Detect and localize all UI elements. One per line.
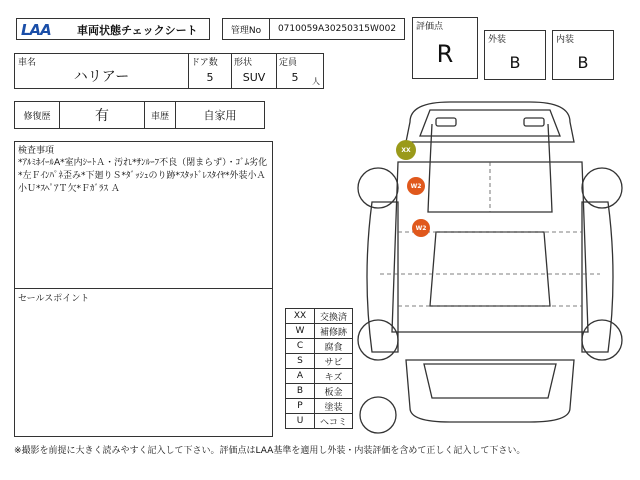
- roof-outline: [430, 232, 550, 306]
- car-usage-label: 車歴: [144, 101, 176, 129]
- exterior-grade-box: [484, 30, 546, 80]
- legend-meaning: 腐食: [315, 339, 353, 354]
- sheet-title: 車両状態チェックシート: [77, 24, 198, 37]
- doors-box: [188, 53, 232, 89]
- overall-grade-label: 評価点: [416, 22, 444, 32]
- doors-value: 5: [206, 70, 214, 84]
- legend-meaning: ヘコミ: [315, 414, 353, 429]
- legend-code: U: [286, 414, 315, 429]
- legend-code: XX: [286, 309, 315, 324]
- interior-grade-value: B: [577, 52, 589, 72]
- damage-mark-w2-upper: W2: [407, 177, 425, 195]
- damage-mark-w2-lower: W2: [412, 219, 430, 237]
- legend-code: P: [286, 399, 315, 414]
- capacity-box: [276, 53, 324, 89]
- inspection-label: 検査事項: [18, 146, 55, 156]
- interior-grade-label: 内装: [556, 35, 575, 45]
- sales-point-label: セールスポイント: [18, 294, 90, 304]
- legend-code: W: [286, 324, 315, 339]
- damage-legend: [285, 308, 353, 429]
- overall-grade-box: [412, 17, 478, 79]
- legend-meaning: キズ: [315, 369, 353, 384]
- repair-value: 有: [59, 101, 145, 129]
- legend-code: S: [286, 354, 315, 369]
- legend-row: [286, 399, 353, 414]
- exterior-grade-value: B: [509, 52, 521, 72]
- capacity-label: 定員: [279, 58, 298, 68]
- legend-code: C: [286, 339, 315, 354]
- legend-meaning: 交換済: [315, 309, 353, 324]
- shape-label: 形状: [234, 58, 253, 68]
- windshield-top: [420, 110, 560, 136]
- car-usage-value: 自家用: [175, 101, 265, 129]
- inspection-text: *ｱﾙﾐﾎｲｰﾙA*室内ｼｰﾄＡ・汚れ*ｻﾝﾙｰﾌ不良（閉まらず）・ｺﾞﾑ劣化*左Ｆｲﾝﾊﾟﾈ歪み*下廻りＳ*ﾀﾞｯｼｭのり跡*ｽﾀｯﾄﾞﾚｽﾀｲﾔ*外装小Ａ小Ｕ*ｽﾍﾟｱＴ欠*Ｆｶﾞﾗｽ Ａ: [18, 158, 268, 194]
- laa-logo: LAA: [21, 21, 51, 39]
- front-badge-right: [524, 118, 544, 126]
- divider: [14, 288, 273, 289]
- rear-right-wheel: [582, 320, 622, 360]
- car-diagram: [350, 92, 630, 438]
- legend-row: [286, 384, 353, 399]
- legend-code: A: [286, 369, 315, 384]
- legend-code: B: [286, 384, 315, 399]
- legend-meaning: サビ: [315, 354, 353, 369]
- footer-note: ※撮影を前提に大きく読みやすく記入して下さい。評価点はLAA基準を適用し外装・内装評価を含めて正しく記入して下さい。: [14, 446, 526, 456]
- mgmt-value: 0710059A30250315W002: [269, 18, 405, 40]
- spare-tire: [360, 397, 396, 433]
- car-rear-outline: [406, 360, 574, 422]
- legend-row: [286, 309, 353, 324]
- legend-meaning: 板金: [315, 384, 353, 399]
- shape-box: [231, 53, 277, 89]
- legend-row: [286, 414, 353, 429]
- legend-row: [286, 339, 353, 354]
- exterior-grade-label: 外装: [488, 35, 507, 45]
- overall-grade-value: R: [436, 40, 454, 68]
- legend-row: [286, 369, 353, 384]
- car-name-box: [14, 53, 189, 89]
- capacity-unit: 人: [312, 77, 320, 86]
- doors-label: ドア数: [191, 58, 218, 68]
- repair-label: 修復歴: [14, 101, 60, 129]
- rear-left-wheel: [358, 320, 398, 360]
- damage-mark-xx: XX: [396, 140, 416, 160]
- mgmt-label: 管理No: [222, 18, 270, 40]
- capacity-value: 5: [291, 70, 299, 84]
- front-badge-left: [436, 118, 456, 126]
- car-name-value: ハリアー: [73, 69, 130, 85]
- legend-row: [286, 354, 353, 369]
- car-name-label: 車名: [18, 58, 37, 68]
- rear-window: [424, 364, 556, 398]
- legend-meaning: 塗装: [315, 399, 353, 414]
- logo-header: [16, 18, 210, 40]
- legend-meaning: 補修跡: [315, 324, 353, 339]
- shape-value: SUV: [242, 70, 266, 84]
- legend-row: [286, 324, 353, 339]
- interior-grade-box: [552, 30, 614, 80]
